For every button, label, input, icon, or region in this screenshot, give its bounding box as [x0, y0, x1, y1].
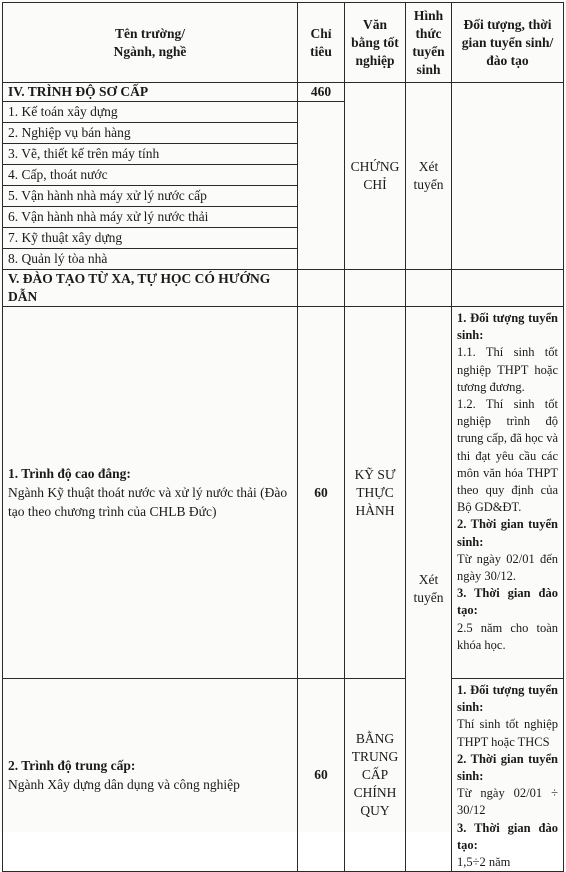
- header-details-line2: gian tuyển sinh/: [461, 34, 554, 50]
- program-intermediate-quota: 60: [298, 679, 345, 872]
- header-degree: [345, 3, 406, 83]
- section-iv-quota-blank: [298, 102, 345, 270]
- section-iv-method: [406, 83, 452, 270]
- program-item-8: 8. Quản lý tòa nhà: [3, 249, 298, 270]
- college-details-text-4: 2.5 năm cho toàn khóa học.: [457, 620, 558, 652]
- section-v-method-line1: Xét: [418, 572, 439, 588]
- intermediate-details-heading-2: 2. Thời gian tuyển sinh:: [457, 751, 558, 784]
- section-v-title: V. ĐÀO TẠO TỪ XA, TỰ HỌC CÓ HƯỚNG DẪN: [3, 270, 298, 307]
- program-intermediate-details: [452, 679, 564, 872]
- section-v-quota-blank: [298, 270, 345, 307]
- section-iv-method-line2: tuyển: [413, 177, 444, 192]
- program-college-quota: 60: [298, 307, 345, 679]
- header-program: [3, 3, 298, 83]
- program-intermediate-level: 2. Trình độ trung cấp:: [8, 758, 136, 774]
- college-details-text-3: Từ ngày 02/01 đến ngày 30/12.: [457, 551, 558, 584]
- program-college-degree-line2: THỰC: [356, 484, 394, 500]
- intermediate-details-text-3: 1,5÷2 năm: [457, 855, 511, 870]
- college-details-text-1: 1.1. Thí sinh tốt nghiệp THPT hoặc tương đương.: [457, 345, 558, 394]
- program-intermediate-degree-line3: CẤP: [361, 767, 389, 783]
- table-row: [3, 679, 564, 872]
- section-v-method-line2: tuyển: [413, 590, 444, 606]
- header-quota-line1: Chỉ: [310, 25, 332, 41]
- program-item-2: 2. Nghiệp vụ bán hàng: [3, 123, 298, 144]
- header-quota: [298, 3, 345, 83]
- section-v-details-blank: [452, 270, 564, 307]
- header-degree-line3: nghiệp: [355, 52, 395, 68]
- program-intermediate-degree-line4: CHÍNH: [353, 785, 397, 801]
- college-details-heading-1: 1. Đối tượng tuyển sinh:: [457, 311, 558, 343]
- header-quota-line2: tiêu: [310, 43, 332, 59]
- intermediate-details-text-1: Thí sinh tốt nghiệp THPT hoặc THCS: [457, 717, 558, 749]
- program-intermediate-degree-line1: BẰNG: [355, 731, 395, 747]
- header-details-line1: Đối tượng, thời: [463, 16, 552, 32]
- program-intermediate-degree-line2: TRUNG: [351, 749, 399, 765]
- college-details-text-2: 1.2. Thí sinh tốt nghiệp trình độ trung cấp, đã học và thi đạt yêu cầu các môn văn hóa THPT theo quy định của Bộ GD&ĐT.: [457, 397, 559, 515]
- header-method-line4: sinh: [416, 61, 441, 77]
- section-iv-degree-line1: CHỨNG: [350, 159, 400, 174]
- table-header-row: [3, 3, 564, 83]
- header-method-line2: thức: [415, 25, 442, 41]
- intermediate-details-heading-3: 3. Thời gian đào tạo:: [457, 820, 558, 852]
- program-college-degree: [345, 307, 406, 679]
- intermediate-details-text-2: Từ ngày 02/01 ÷ 30/12: [457, 786, 558, 818]
- section-v-degree-blank: [345, 270, 406, 307]
- header-method: [406, 3, 452, 83]
- program-item-4: 4. Cấp, thoát nước: [3, 165, 298, 186]
- section-iv-row: [3, 83, 564, 102]
- table-row: [3, 307, 564, 679]
- program-college-degree-line1: KỸ SƯ: [354, 466, 396, 482]
- program-college-degree-line3: HÀNH: [355, 502, 395, 518]
- section-iv-degree-line2: CHỈ: [363, 177, 387, 192]
- program-item-7: 7. Kỹ thuật xây dựng: [3, 228, 298, 249]
- program-intermediate: [3, 679, 298, 872]
- program-item-5: 5. Vận hành nhà máy xử lý nước cấp: [3, 186, 298, 207]
- college-details-heading-3: 3. Thời gian đào tạo:: [457, 586, 558, 618]
- college-details-heading-2: 2. Thời gian tuyển sinh:: [457, 517, 558, 549]
- program-college: [3, 307, 298, 679]
- header-method-line1: Hình: [413, 7, 444, 23]
- header-details-line3: đào tạo: [486, 52, 529, 68]
- section-iv-details: [452, 83, 564, 270]
- section-iv-title: IV. TRÌNH ĐỘ SƠ CẤP: [3, 83, 298, 102]
- header-degree-line2: bằng tốt: [351, 34, 399, 50]
- header-program-line1: Tên trường/: [115, 25, 185, 41]
- header-degree-line1: Văn: [362, 16, 387, 32]
- section-iv-method-line1: Xét: [418, 159, 439, 174]
- program-intermediate-degree-line5: QUY: [360, 803, 390, 819]
- program-college-details: [452, 307, 564, 679]
- section-iv-degree: [345, 83, 406, 270]
- program-item-1: 1. Kế toán xây dựng: [3, 102, 298, 123]
- program-college-major: Ngành Kỹ thuật thoát nước và xử lý nước thải (Đào tạo theo chương trình của CHLB Đức): [8, 485, 288, 519]
- program-item-3: 3. Vẽ, thiết kế trên máy tính: [3, 144, 298, 165]
- program-item-6: 6. Vận hành nhà máy xử lý nước thải: [3, 207, 298, 228]
- section-v-method: [406, 307, 452, 872]
- section-v-method-blank: [406, 270, 452, 307]
- intermediate-details-heading-1: 1. Đối tượng tuyển sinh:: [457, 683, 558, 715]
- header-program-line2: Ngành, nghề: [113, 43, 187, 59]
- program-intermediate-major: Ngành Xây dựng dân dụng và công nghiệp: [8, 777, 240, 793]
- program-college-level: 1. Trình độ cao đẳng:: [8, 466, 131, 481]
- header-details: [452, 3, 564, 83]
- header-method-line3: tuyển: [412, 43, 445, 59]
- admissions-table: [2, 2, 564, 872]
- program-intermediate-degree: [345, 679, 406, 872]
- section-v-row: [3, 270, 564, 307]
- section-iv-quota: 460: [298, 83, 345, 102]
